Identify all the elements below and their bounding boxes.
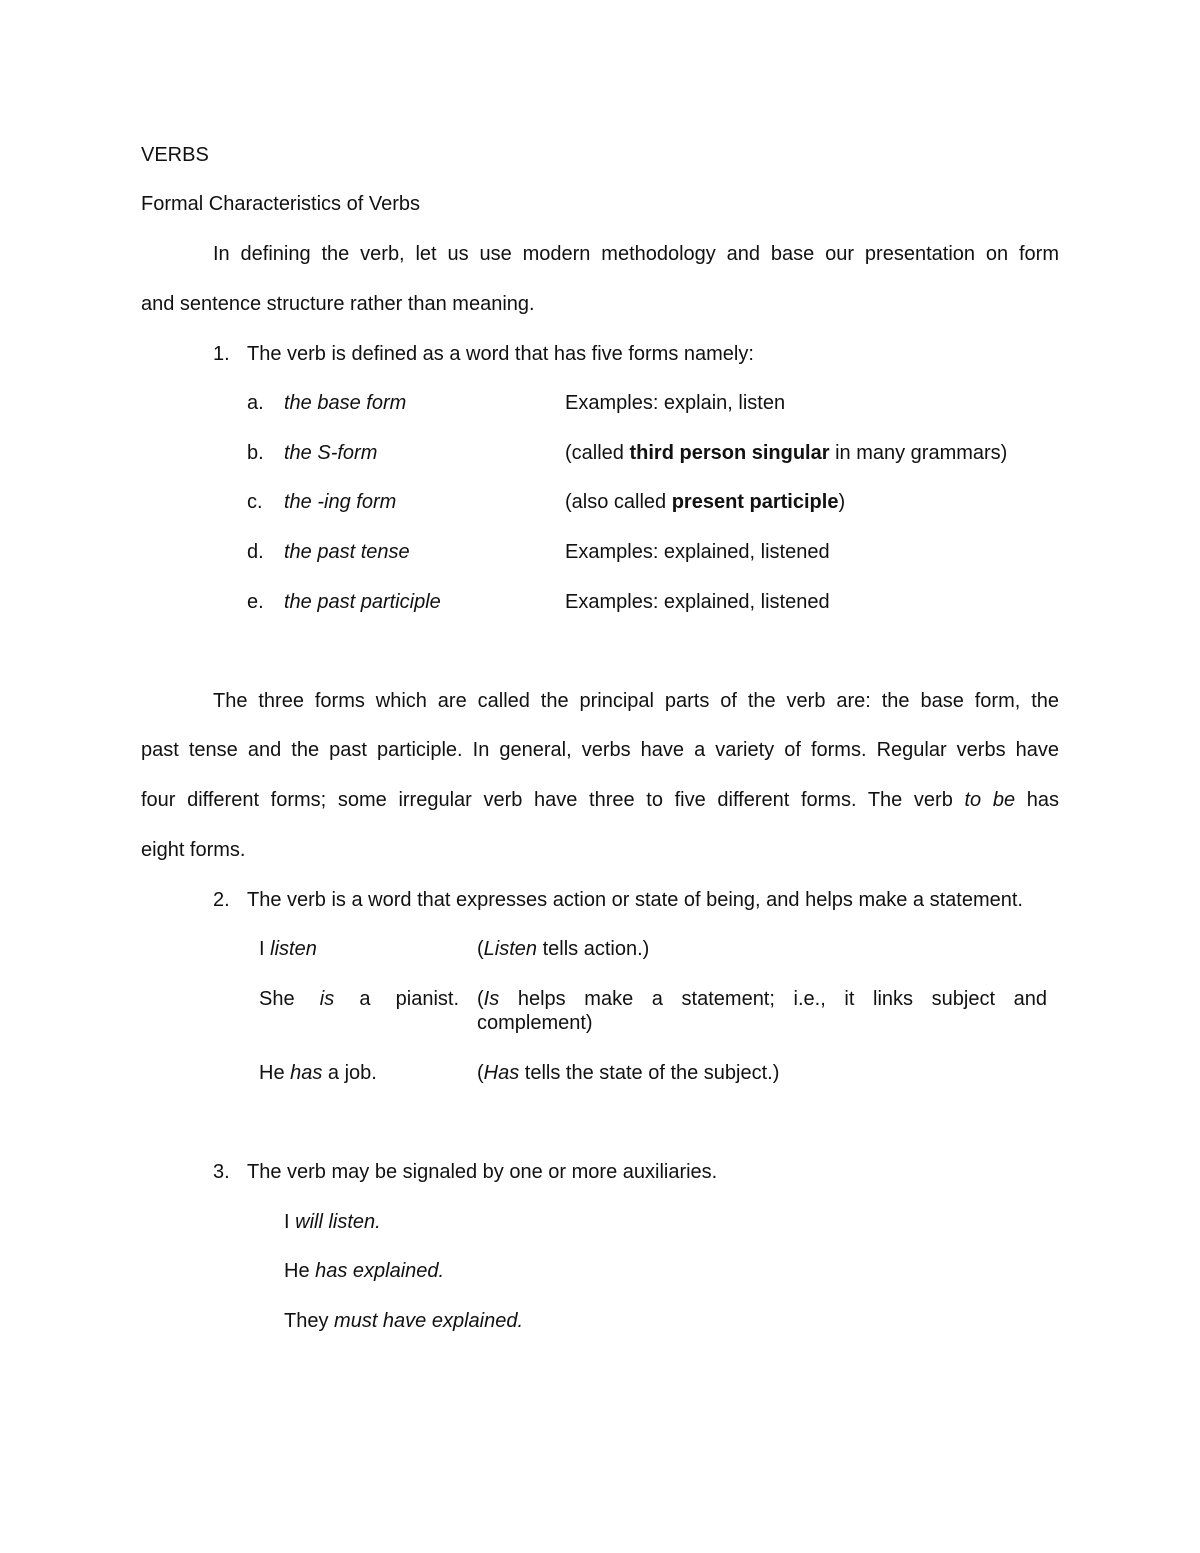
intro-line-2: and sentence structure rather than meaning. [141, 293, 535, 315]
list-item-text: The verb may be signaled by one or more auxiliaries. [247, 1161, 718, 1183]
form-letter: a. [247, 392, 264, 414]
example-explanation-cont: complement) [477, 1012, 593, 1034]
principal-line-4: eight forms. [141, 839, 246, 861]
example-explanation: (Listen tells action.) [477, 938, 650, 960]
example-explanation: (Has tells the state of the subject.) [477, 1062, 780, 1084]
principal-line-2: past tense and the past participle. In general, verbs have a variety of forms. Regular verbs have [141, 739, 1059, 761]
form-description: Examples: explain, listen [565, 392, 786, 414]
form-term: the past participle [284, 591, 441, 613]
principal-line-3: four different forms; some irregular verb have three to five different forms. The verb to be has [141, 789, 1059, 811]
form-description: (called third person singular in many grammars) [565, 442, 1008, 464]
list-item-text: The verb is defined as a word that has five forms namely: [247, 343, 754, 365]
form-letter: c. [247, 491, 263, 513]
form-term: the -ing form [284, 491, 397, 513]
form-term: the S-form [284, 442, 378, 464]
form-term: the past tense [284, 541, 410, 563]
list-number: 3. [213, 1161, 230, 1183]
list-number: 1. [213, 343, 230, 365]
principal-line-1: The three forms which are called the principal parts of the verb are: the base form, the [213, 690, 1059, 712]
example-sentence: He has a job. [259, 1062, 377, 1084]
list-number: 2. [213, 889, 230, 911]
form-letter: b. [247, 442, 264, 464]
page-title: VERBS [141, 144, 209, 166]
example-sentence: I listen [259, 938, 317, 960]
auxiliary-example: He has explained. [284, 1260, 445, 1282]
form-letter: e. [247, 591, 264, 613]
form-description: (also called present participle) [565, 491, 846, 513]
section-heading: Formal Characteristics of Verbs [141, 193, 420, 215]
form-term: the base form [284, 392, 407, 414]
auxiliary-example: They must have explained. [284, 1310, 524, 1332]
auxiliary-example: I will listen. [284, 1211, 381, 1233]
form-description: Examples: explained, listened [565, 541, 830, 563]
example-sentence: She is a pianist. [259, 988, 459, 1010]
form-description: Examples: explained, listened [565, 591, 830, 613]
example-explanation: (Is helps make a statement; i.e., it links subject and [477, 988, 1047, 1010]
intro-line-1: In defining the verb, let us use modern methodology and base our presentation on form [213, 243, 1059, 265]
form-letter: d. [247, 541, 264, 563]
list-item-text: The verb is a word that expresses action or state of being, and helps make a statement. [247, 889, 1023, 911]
